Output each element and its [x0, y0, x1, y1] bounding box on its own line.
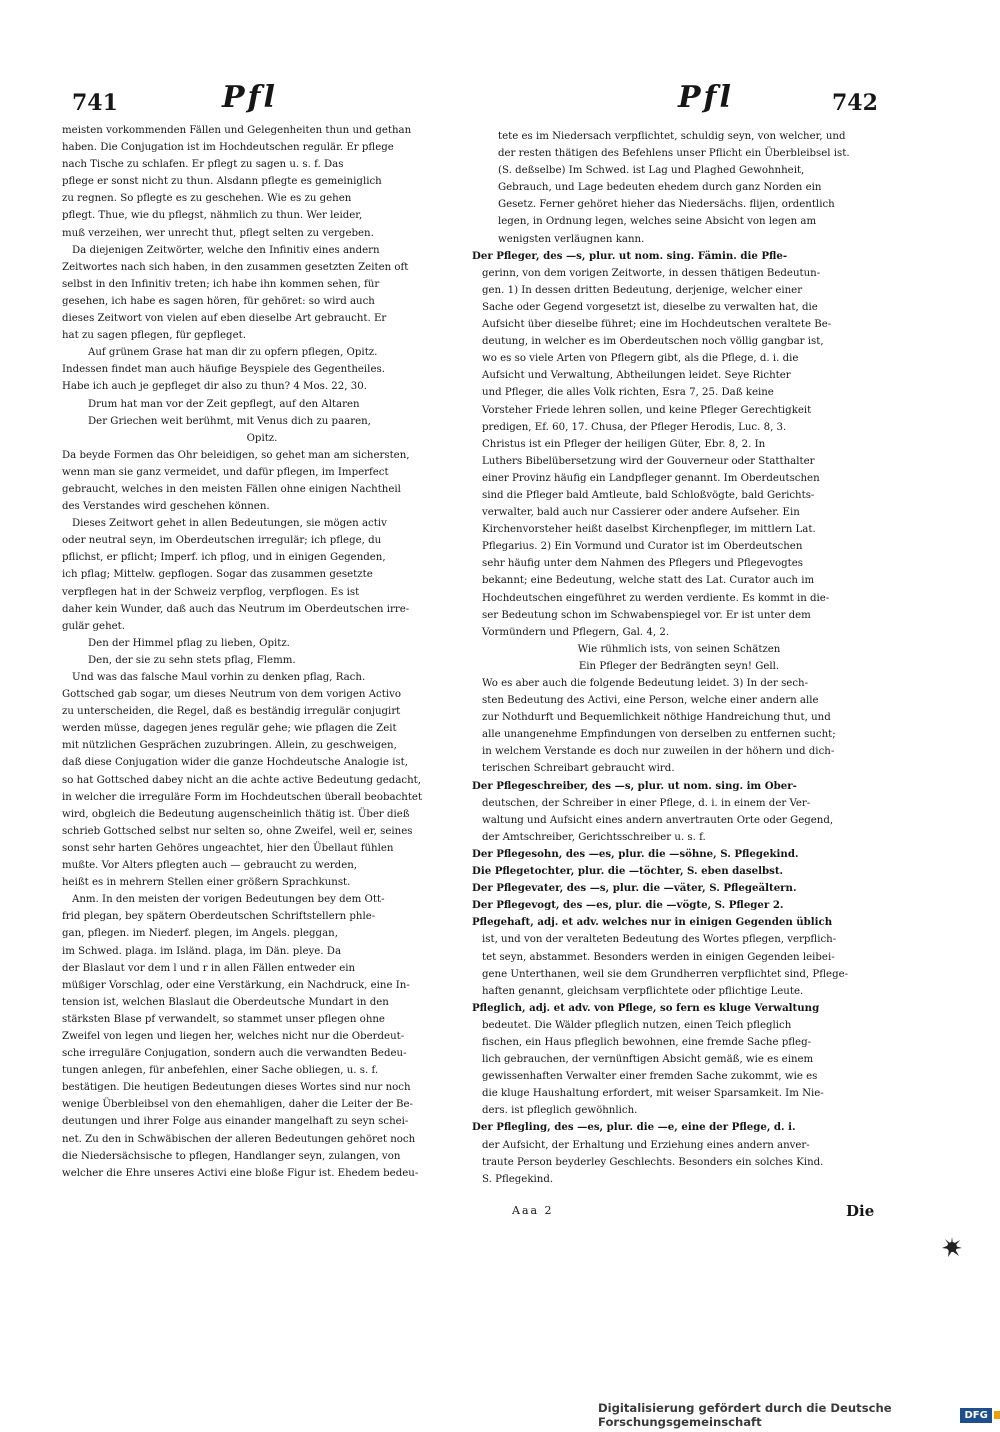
- text-line: Der Pflegesohn, des —es, plur. die —söhne, S. Pflegekind.: [472, 847, 799, 860]
- text-line: Gebrauch, und Lage bedeuten ehedem durch ganz Norden ein: [498, 182, 822, 194]
- text-line: der Blaslaut vor dem l und r in allen Fällen entweder ein: [62, 962, 356, 974]
- text-line: mußte. Vor Alters pflegten auch — gebraucht zu werden,: [62, 860, 358, 872]
- text-line: müßiger Vorschlag, oder eine Verstärkung, ein Nachdruck, eine In-: [62, 979, 410, 991]
- text-line: Gesetz. Ferner gehöret hieher das Niedersächs. flijen, ordentlich: [498, 199, 835, 211]
- footer-text: Digitalisierung gefördert durch die Deutsche Forschungsgemeinschaft: [598, 1401, 892, 1429]
- text-line: Da beyde Formen das Ohr beleidigen, so gehet man am sichersten,: [62, 449, 410, 461]
- text-line: verpflegen hat in der Schweiz verpflog, verpflogen. Es ist: [62, 586, 360, 598]
- page-number-left: 741: [72, 90, 118, 116]
- footer-credit: [598, 1401, 1000, 1429]
- text-line: zur Nothdurft und Bequemlichkeit nöthige Handreichung thut, und: [482, 712, 831, 724]
- text-line: Auf grünem Grase hat man dir zu opfern pflegen, Opitz.: [88, 347, 378, 359]
- text-line: predigen, Ef. 60, 17. Chusa, der Pfleger Herodis, Luc. 8, 3.: [482, 421, 787, 433]
- text-line: wenige Überbleibsel von den ehemahligen, daher die Leiter der Be-: [62, 1099, 414, 1111]
- text-line: S. Pflegekind.: [482, 1173, 554, 1185]
- text-line: Dieses Zeitwort gehet in allen Bedeutungen, sie mögen activ: [72, 518, 387, 530]
- text-line: daher kein Wunder, daß auch das Neutrum im Oberdeutschen irre-: [62, 603, 410, 615]
- text-line: haften genannt, gleichsam verpflichtete oder pflichtige Leute.: [482, 985, 804, 997]
- text-line: deutungen und ihrer Folge aus einander mangelhaft zu seyn schei-: [62, 1116, 409, 1128]
- running-header-left: Pfl: [222, 80, 278, 115]
- text-line: der resten thätigen des Befehlens unser Pflicht ein Überbleibsel ist.: [498, 148, 850, 160]
- text-line: daß diese Conjugation wider die ganze Hochdeutsche Analogie ist,: [62, 757, 409, 769]
- text-line: legen, in Ordnung legen, welches seine Absicht von legen am: [498, 216, 817, 228]
- text-line: gebraucht, welches in den meisten Fällen ohne einigen Nachtheil: [62, 483, 401, 495]
- text-line: hat zu sagen pflegen, für gepfleget.: [62, 330, 246, 342]
- text-line: sche irreguläre Conjugation, sondern auch die verwandten Bedeu-: [62, 1048, 407, 1060]
- text-line: werden müsse, dagegen jenes regulär gehe; wie pflagen die Zeit: [62, 723, 397, 735]
- page-number-right: 742: [832, 90, 878, 116]
- text-line: Luthers Bibelübersetzung wird der Gouverneur oder Statthalter: [482, 455, 815, 467]
- text-line: ist, und von der veralteten Bedeutung des Wortes pflegen, verpflich-: [482, 934, 837, 946]
- text-line: Hochdeutschen eingeführet zu werden verdiente. Es kommt in die-: [482, 592, 830, 604]
- text-line: pflichst, er pflicht; Imperf. ich pflog, und in einigen Gegenden,: [62, 552, 386, 564]
- text-line: wird, obgleich die Bedeutung augenscheinlich thätig ist. Über dieß: [62, 808, 410, 820]
- text-line: heißt es in mehrern Stellen einer größern Sprachkunst.: [62, 877, 351, 889]
- text-line: mit nützlichen Gesprächen zuzubringen. Allein, zu geschweigen,: [62, 740, 397, 752]
- text-line: Der Griechen weit berühmt, mit Venus dich zu paaren,: [88, 415, 371, 427]
- text-line: net. Zu den in Schwäbischen der alleren Bedeutungen gehöret noch: [62, 1133, 416, 1145]
- text-line: Pfleglich, adj. et adv. von Pflege, so fern es kluge Verwaltung: [472, 1001, 820, 1014]
- running-header-right: Pfl: [678, 80, 734, 115]
- text-line: pflegt. Thue, wie du pflegst, nähmlich zu thun. Wer leider,: [62, 210, 363, 222]
- text-line: ders. ist pfleglich gewöhnlich.: [482, 1105, 638, 1117]
- text-line: lich gebrauchen, der vernünftigen Absicht gemäß, wie es einem: [482, 1054, 814, 1066]
- text-line: schrieb Gottsched selbst nur selten so, ohne Zweifel, weil er, seines: [62, 825, 413, 837]
- text-line: sonst sehr harten Gehöres ungeachtet, hier den Übellaut fühlen: [62, 842, 394, 854]
- text-line: Anm. In den meisten der vorigen Bedeutungen bey dem Ott-: [72, 894, 385, 906]
- text-line: zu regnen. So pflegte es zu geschehen. Wie es zu gehen: [62, 193, 352, 205]
- text-line: so hat Gottsched dabey nicht an die achte active Bedeutung gedacht,: [62, 774, 421, 786]
- text-line: zu unterscheiden, die Regel, daß es beständig irregulär conjugirt: [62, 706, 401, 718]
- text-line: gewissenhaften Verwalter einer fremden Sache zukommt, wie es: [482, 1071, 818, 1083]
- text-line: Christus ist ein Pfleger der heiligen Güter, Ebr. 8, 2. In: [482, 438, 766, 450]
- text-line: Der Pflegeschreiber, des —s, plur. ut nom. sing. im Ober-: [472, 779, 797, 792]
- text-line: Und was das falsche Maul vorhin zu denken pflag, Rach.: [72, 672, 366, 683]
- text-line: Zweifel von legen und liegen her, welches nicht nur die Oberdeut-: [62, 1030, 405, 1042]
- text-line: tungen anlegen, für anbefehlen, einer Sache obliegen, u. s. f.: [62, 1065, 379, 1077]
- left-column-text: [62, 122, 462, 1182]
- text-line: welcher die Ehre unseres Activi eine bloße Figur ist. Ehedem bedeu-: [62, 1167, 419, 1179]
- text-line: nach Tische zu schlafen. Er pflegt zu sagen u. s. f. Das: [62, 159, 344, 171]
- text-line: verwalter, bald auch nur Cassierer oder andere Aufseher. Ein: [482, 507, 800, 519]
- text-line: Aufsicht über dieselbe führet; eine im Hochdeutschen veraltete Be-: [482, 319, 832, 331]
- dfg-logo: DFG: [960, 1408, 991, 1423]
- text-line: Vormündern und Pflegern, Gal. 4, 2.: [482, 626, 670, 638]
- text-line: waltung und Aufsicht eines andern anvertrauten Orte oder Gegend,: [482, 814, 834, 826]
- signature-mark: Aaa 2: [512, 1204, 554, 1217]
- text-line: wenn man sie ganz vermeidet, und dafür pflegen, im Imperfect: [62, 466, 389, 478]
- text-line: gulär gehet.: [62, 620, 125, 632]
- catchword: Die: [846, 1202, 875, 1220]
- text-line: bedeutet. Die Wälder pfleglich nutzen, einen Teich pfleglich: [482, 1019, 792, 1031]
- text-line: Opitz.: [246, 432, 278, 444]
- text-line: Da diejenigen Zeitwörter, welche den Infinitiv eines andern: [72, 244, 380, 256]
- right-column-text: [472, 128, 886, 1188]
- text-line: bestätigen. Die heutigen Bedeutungen dieses Wortes sind nur noch: [62, 1082, 411, 1094]
- text-line: oder neutral seyn, im Oberdeutschen irregulär; ich pflege, du: [62, 535, 382, 547]
- text-line: Sache oder Gegend vorgesetzt ist, dieselbe zu verwalten hat, die: [482, 301, 818, 313]
- text-line: alle unangenehme Empfindungen von derselben zu entfernen sucht;: [482, 729, 836, 741]
- text-line: terischen Schreibart gebraucht wird.: [482, 763, 675, 775]
- dfg-logo-mark-icon: [994, 1411, 1000, 1419]
- text-line: haben. Die Conjugation ist im Hochdeutschen regulär. Er pflege: [62, 142, 394, 154]
- text-line: frid plegan, bey spätern Oberdeutschen Schriftstellern phle-: [62, 911, 376, 923]
- text-line: pflege er sonst nicht zu thun. Alsdann pflegte es gemeiniglich: [62, 176, 382, 188]
- text-line: sten Bedeutung des Activi, eine Person, welche einer andern alle: [482, 695, 819, 707]
- text-line: stärksten Blase pf verwandelt, so stammet unser pflegen ohne: [62, 1013, 385, 1025]
- text-line: dieses Zeitwort von vielen auf eben dieselbe Art gebraucht. Er: [62, 313, 387, 325]
- text-line: Ein Pfleger der Bedrängten seyn! Gell.: [578, 660, 780, 672]
- text-line: Die Pflegetochter, plur. die —töchter, S. eben daselbst.: [472, 865, 784, 878]
- text-line: selbst in den Infinitiv treten; ich habe ihn kommen sehen, für: [62, 278, 380, 290]
- text-line: gen. 1) In dessen dritten Bedeutung, derjenige, welcher einer: [482, 284, 803, 296]
- text-line: Den der Himmel pflag zu lieben, Opitz.: [88, 637, 290, 649]
- text-line: Den, der sie zu sehn stets pflag, Flemm.: [88, 654, 296, 666]
- text-line: fischen, ein Haus pfleglich bewohnen, eine fremde Sache pfleg-: [482, 1036, 812, 1048]
- text-line: Aufsicht und Verwaltung, Abtheilungen leidet. Seye Richter: [482, 370, 791, 382]
- text-line: gesehen, ich habe es sagen hören, für gehöret: so wird auch: [62, 295, 375, 307]
- text-line: ich pflag; Mittelw. gepflogen. Sogar das zusammen gesetzte: [62, 569, 373, 581]
- text-line: Pflegarius. 2) Ein Vormund und Curator ist im Oberdeutschen: [482, 541, 803, 553]
- text-line: Indessen findet man auch häufige Beyspiele des Gegentheiles.: [62, 364, 385, 376]
- text-line: tension ist, welchen Blaslaut die Oberdeutsche Mundart in den: [62, 996, 389, 1008]
- ink-blot-ornament: [941, 1236, 963, 1258]
- text-line: Zeitwortes nach sich haben, in den zusammen gesetzten Zeiten oft: [62, 261, 409, 273]
- text-line: deutung, in welcher es im Oberdeutschen noch völlig gangbar ist,: [482, 336, 824, 348]
- text-line: Der Pflegling, des —es, plur. die —e, eine der Pflege, d. i.: [472, 1121, 796, 1134]
- text-line: muß verzeihen, wer unrecht thut, pflegt selten zu vergeben.: [62, 227, 374, 239]
- text-line: die kluge Haushaltung erfordert, mit weiser Sparsamkeit. Im Nie-: [482, 1088, 824, 1100]
- text-line: (S. deßselbe) Im Schwed. ist Lag und Plaghed Gewohnheit,: [498, 165, 805, 177]
- text-line: Der Pfleger, des —s, plur. ut nom. sing. Fämin. die Pfle-: [472, 249, 788, 262]
- text-line: Wie rühmlich ists, von seinen Schätzen: [577, 643, 781, 655]
- text-line: gan, pflegen. im Niederf. plegen, im Angels. pleggan,: [62, 928, 338, 940]
- text-line: tet seyn, abstammet. Besonders werden in einigen Gegenden leibei-: [482, 951, 835, 963]
- text-line: meisten vorkommenden Fällen und Gelegenheiten thun und gethan: [62, 125, 412, 136]
- text-line: gerinn, von dem vorigen Zeitworte, in dessen thätigen Bedeutun-: [482, 267, 821, 279]
- text-line: in welchem Verstande es doch nur zuweilen in der höhern und dich-: [482, 746, 835, 758]
- text-line: im Schwed. plaga. im Isländ. plaga, im Dän. pleye. Da: [62, 945, 342, 957]
- text-line: Der Pflegevater, des —s, plur. die —väter, S. Pflegeältern.: [472, 882, 797, 895]
- text-line: der Amtschreiber, Gerichtsschreiber u. s. f.: [482, 831, 706, 843]
- text-line: wenigsten verläugnen kann.: [498, 233, 645, 245]
- text-line: des Verstandes wird geschehen können.: [62, 501, 270, 513]
- text-line: ser Bedeutung schon im Schwabenspiegel vor. Er ist unter dem: [482, 609, 811, 621]
- text-line: der Aufsicht, der Erhaltung und Erziehung eines andern anver-: [482, 1139, 810, 1151]
- text-line: Drum hat man vor der Zeit gepflegt, auf den Altaren: [88, 398, 360, 410]
- text-line: die Niedersächsische to pflegen, Handlanger seyn, zulangen, von: [62, 1150, 401, 1162]
- text-line: Pflegehaft, adj. et adv. welches nur in einigen Gegenden üblich: [472, 916, 833, 929]
- text-line: wo es so viele Arten von Pflegern gibt, als die Pflege, d. i. die: [482, 353, 799, 365]
- text-line: deutschen, der Schreiber in einer Pflege, d. i. in einem der Ver-: [482, 797, 811, 809]
- text-line: sind die Pfleger bald Amtleute, bald Schloßvögte, bald Gerichts-: [482, 489, 815, 501]
- text-line: einer Provinz häufig ein Landpfleger genannt. Im Oberdeutschen: [482, 472, 820, 484]
- text-line: Der Pflegevogt, des —es, plur. die —vögte, S. Pfleger 2.: [472, 899, 784, 912]
- text-line: Gottsched gab sogar, um dieses Neutrum von dem vorigen Activo: [62, 689, 402, 701]
- text-line: tete es im Niedersach verpflichtet, schuldig seyn, von welcher, und: [498, 131, 846, 142]
- text-line: sehr häufig unter dem Nahmen des Pflegers und Pflegevogtes: [482, 558, 803, 570]
- text-line: in welcher die irreguläre Form im Hochdeutschen überall beobachtet: [62, 791, 423, 803]
- text-line: gene Unterthanen, weil sie dem Grundherren verpflichtet sind, Pflege-: [482, 968, 849, 980]
- text-line: und Pfleger, die alles Volk richten, Esra 7, 25. Daß keine: [482, 387, 774, 399]
- text-line: traute Person beyderley Geschlechts. Besonders ein solches Kind.: [482, 1156, 824, 1168]
- text-line: Wo es aber auch die folgende Bedeutung leidet. 3) In der sech-: [482, 678, 809, 689]
- text-line: Vorsteher Friede lehren sollen, und keine Pfleger Gerechtigkeit: [482, 404, 812, 416]
- text-line: Habe ich auch je gepfleget dir also zu thun? 4 Mos. 22, 30.: [62, 381, 367, 393]
- text-line: Kirchenvorsteher heißt daselbst Kirchenpfleger, im mittlern Lat.: [482, 524, 816, 536]
- text-line: bekannt; eine Bedeutung, welche statt des Lat. Curator auch im: [482, 575, 815, 587]
